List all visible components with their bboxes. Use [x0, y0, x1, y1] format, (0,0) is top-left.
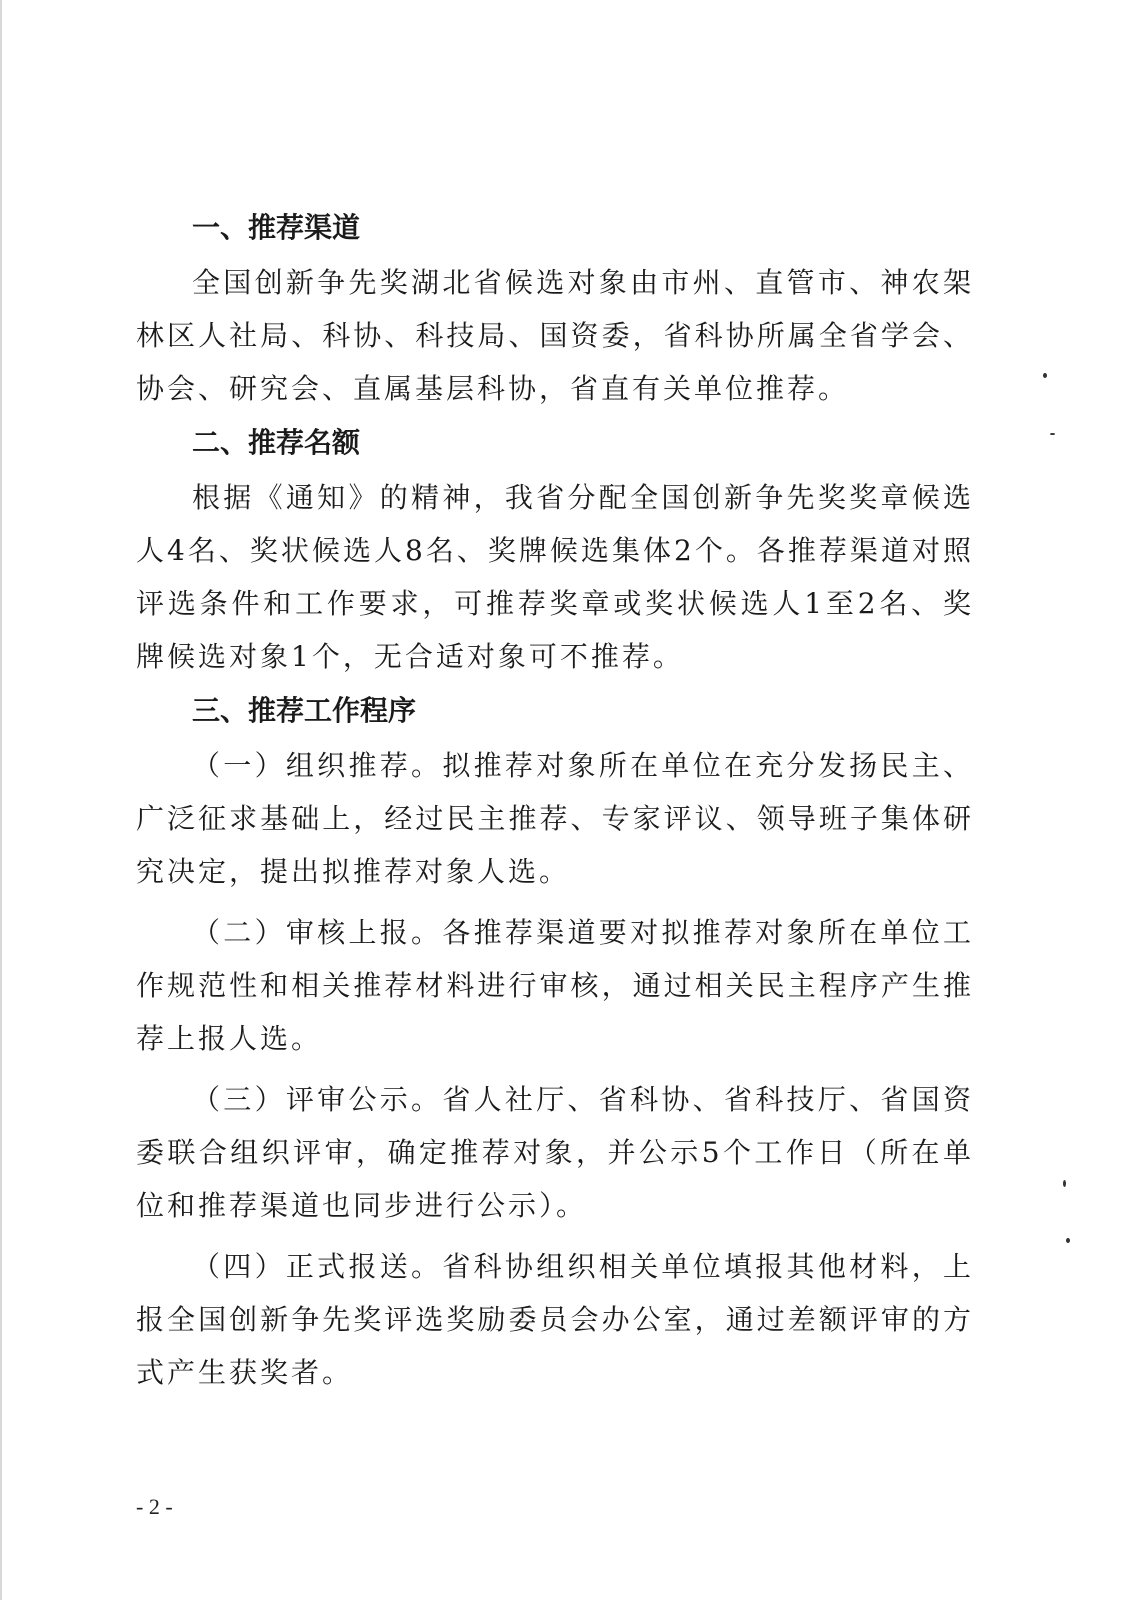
section-heading: 一、推荐渠道	[192, 211, 361, 244]
section-recommendation-procedure	[136, 683, 974, 1399]
body-paragraph: 根据《通知》的精神，我省分配全国创新争先奖奖章候选人4名、奖状候选人8名、奖牌候选集体2个。各推荐渠道对照评选条件和工作要求，可推荐奖章或奖状候选人1至2名、奖牌候选对象1个，无合适对象可不推荐。	[136, 481, 974, 673]
procedure-step-publicize: （三）评审公示。省人社厅、省科协、省科技厅、省国资委联合组织评审，确定推荐对象，并公示5个工作日（所在单位和推荐渠道也同步进行公示）。	[136, 1083, 974, 1222]
procedure-step-submit: （四）正式报送。省科协组织相关单位填报其他材料，上报全国创新争先奖评选奖励委员会办公室，通过差额评审的方式产生获奖者。	[136, 1250, 974, 1389]
procedure-step-review: （二）审核上报。各推荐渠道要对拟推荐对象所在单位工作规范性和相关推荐材料进行审核，通过相关民主程序产生推荐上报人选。	[136, 916, 974, 1055]
section-heading: 三、推荐工作程序	[192, 694, 417, 727]
procedure-step-organize: （一）组织推荐。拟推荐对象所在单位在充分发扬民主、广泛征求基础上，经过民主推荐、专家评议、领导班子集体研究决定，提出拟推荐对象人选。	[136, 749, 974, 888]
section-heading: 二、推荐名额	[192, 426, 361, 459]
scan-speck	[1066, 1238, 1070, 1243]
document-body	[136, 200, 974, 1407]
scan-speck	[1050, 433, 1055, 435]
section-recommendation-quota	[136, 415, 974, 683]
scan-edge-line	[0, 0, 2, 1600]
page-number: - 2 -	[136, 1494, 173, 1519]
scan-speck	[1043, 373, 1047, 378]
scan-speck	[1063, 1180, 1066, 1187]
body-paragraph: 全国创新争先奖湖北省候选对象由市州、直管市、神农架林区人社局、科协、科技局、国资委，省科协所属全省学会、协会、研究会、直属基层科协，省直有关单位推荐。	[136, 266, 974, 405]
section-recommendation-channels	[136, 200, 974, 415]
